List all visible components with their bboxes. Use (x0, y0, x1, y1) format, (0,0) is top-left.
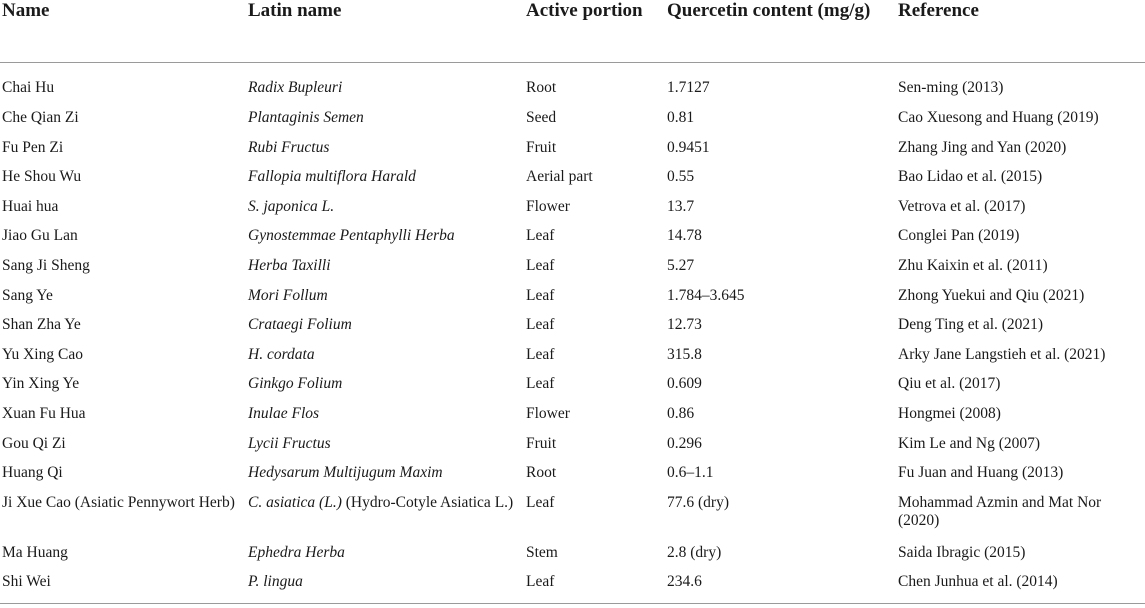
cell-reference: Zhong Yuekui and Qiu (2021) (898, 286, 1085, 304)
table-row (0, 287, 1145, 317)
table-row (0, 109, 1145, 139)
cell-reference: Cao Xuesong and Huang (2019) (898, 109, 1099, 126)
cell-quercetin-content: 0.609 (667, 375, 702, 393)
cell-quercetin-content: 5.27 (667, 256, 695, 274)
table-row (0, 198, 1145, 228)
cell-reference: Fu Juan and Huang (2013) (898, 464, 1064, 482)
cell-active-portion: Stem (526, 543, 558, 561)
cell-name: Xuan Fu Hua (2, 404, 86, 422)
table-row (0, 435, 1145, 465)
cell-reference: Zhu Kaixin et al. (2011) (898, 256, 1048, 274)
table-body (0, 63, 1145, 604)
cell-active-portion: Leaf (526, 227, 555, 245)
table-row (0, 227, 1145, 257)
cell-active-portion: Flower (526, 404, 570, 422)
cell-name: He Shou Wu (2, 168, 82, 186)
cell-latin-name (248, 494, 526, 544)
latin-name-synonym: (Hydro-Cotyle Asiatica L.) (341, 493, 514, 511)
cell-active-portion: Seed (526, 109, 557, 126)
table-row (0, 257, 1145, 287)
cell-name: Yin Xing Ye (2, 375, 80, 393)
table-row (0, 316, 1145, 346)
cell-name: Che Qian Zi (2, 109, 79, 126)
cell-quercetin-content: 2.8 (dry) (667, 543, 722, 561)
table-row (0, 346, 1145, 376)
cell-reference: Sen-ming (2013) (898, 79, 1004, 96)
cell-quercetin-content: 0.296 (667, 434, 702, 452)
cell-latin-name: H. cordata (248, 345, 315, 363)
cell-latin-name: Herba Taxilli (248, 256, 331, 274)
cell-latin-name: Mori Follum (248, 286, 328, 304)
cell-name: Chai Hu (2, 79, 55, 96)
cell-active-portion: Leaf (526, 345, 555, 363)
table-row (0, 375, 1145, 405)
cell-latin-name: Ephedra Herba (248, 543, 345, 561)
header-quercetin-content: Quercetin content (mg/g) (667, 0, 898, 63)
cell-quercetin-content: 1.7127 (667, 79, 710, 96)
cell-latin-name: Plantaginis Semen (248, 109, 364, 126)
cell-active-portion: Root (526, 464, 557, 482)
cell-latin-name: Radix Bupleuri (248, 79, 343, 96)
table-row (0, 544, 1145, 574)
cell-reference: Hongmei (2008) (898, 404, 1001, 422)
cell-active-portion: Leaf (526, 286, 555, 304)
cell-reference: Conglei Pan (2019) (898, 227, 1020, 245)
cell-latin-name: Crataegi Folium (248, 316, 352, 334)
cell-reference: Saida Ibragic (2015) (898, 543, 1026, 561)
cell-name: Ma Huang (2, 543, 68, 561)
cell-name: Sang Ye (2, 286, 53, 304)
table-row (0, 573, 1145, 604)
cell-quercetin-content: 13.7 (667, 197, 695, 215)
cell-name: Gou Qi Zi (2, 434, 66, 452)
cell-name: Sang Ji Sheng (2, 256, 90, 274)
cell-active-portion: Root (526, 79, 557, 96)
cell-reference: Zhang Jing and Yan (2020) (898, 138, 1067, 156)
table-header (0, 0, 1145, 63)
table-row (0, 63, 1145, 110)
header-reference: Reference (898, 0, 1145, 63)
cell-active-portion: Leaf (526, 573, 667, 604)
cell-latin-name: P. lingua (248, 573, 526, 604)
cell-latin-name: S. japonica L. (248, 197, 335, 215)
table-row (0, 494, 1145, 544)
cell-latin-name: Hedysarum Multijugum Maxim (248, 464, 443, 482)
table-row (0, 168, 1145, 198)
cell-reference: Bao Lidao et al. (2015) (898, 168, 1043, 186)
cell-quercetin-content: 0.86 (667, 404, 695, 422)
cell-quercetin-content: 12.73 (667, 316, 702, 334)
table-row (0, 405, 1145, 435)
cell-reference: Qiu et al. (2017) (898, 375, 1001, 393)
header-row (0, 0, 1145, 63)
cell-quercetin-content: 315.8 (667, 345, 702, 363)
cell-active-portion: Fruit (526, 138, 557, 156)
cell-name: Shan Zha Ye (2, 316, 81, 334)
cell-latin-name: Fallopia multiflora Harald (248, 168, 416, 186)
cell-latin-name: Rubi Fructus (248, 138, 330, 156)
cell-quercetin-content: 234.6 (667, 573, 898, 604)
header-active-portion: Active portion (526, 0, 667, 63)
cell-latin-name: Inulae Flos (248, 404, 320, 422)
cell-active-portion: Leaf (526, 375, 555, 393)
cell-name: Ji Xue Cao (Asiatic Pennywort Herb) (2, 493, 235, 511)
cell-reference: Mohammad Azmin and Mat Nor (2020) (898, 493, 1102, 529)
header-latin-name: Latin name (248, 0, 526, 63)
cell-active-portion: Fruit (526, 434, 557, 452)
cell-quercetin-content: 14.78 (667, 227, 702, 245)
cell-name: Fu Pen Zi (2, 138, 64, 156)
cell-latin-name: Gynostemmae Pentaphylli Herba (248, 227, 455, 245)
cell-quercetin-content: 1.784–3.645 (667, 286, 745, 304)
cell-active-portion: Aerial part (526, 168, 593, 186)
cell-reference: Arky Jane Langstieh et al. (2021) (898, 345, 1106, 363)
cell-name: Yu Xing Cao (2, 345, 83, 363)
cell-quercetin-content: 77.6 (dry) (667, 493, 729, 511)
cell-active-portion: Leaf (526, 493, 555, 511)
latin-name-italic: C. asiatica (L.) (248, 493, 342, 511)
header-name: Name (0, 0, 248, 63)
cell-reference: Deng Ting et al. (2021) (898, 316, 1044, 334)
cell-quercetin-content: 0.81 (667, 109, 695, 126)
cell-latin-name: Lycii Fructus (248, 434, 331, 452)
cell-name: Shi Wei (0, 573, 248, 604)
cell-active-portion: Flower (526, 197, 570, 215)
cell-quercetin-content: 0.9451 (667, 138, 710, 156)
cell-quercetin-content: 0.55 (667, 168, 695, 186)
cell-reference: Vetrova et al. (2017) (898, 197, 1026, 215)
cell-reference: Chen Junhua et al. (2014) (898, 573, 1145, 604)
cell-active-portion: Leaf (526, 316, 555, 334)
cell-reference: Kim Le and Ng (2007) (898, 434, 1041, 452)
cell-name: Huai hua (2, 197, 59, 215)
cell-name: Jiao Gu Lan (2, 227, 78, 245)
table-row (0, 464, 1145, 494)
cell-active-portion: Leaf (526, 256, 555, 274)
cell-name: Huang Qi (2, 464, 63, 482)
cell-latin-name: Ginkgo Folium (248, 375, 343, 393)
cell-quercetin-content: 0.6–1.1 (667, 464, 714, 482)
table-row (0, 139, 1145, 169)
